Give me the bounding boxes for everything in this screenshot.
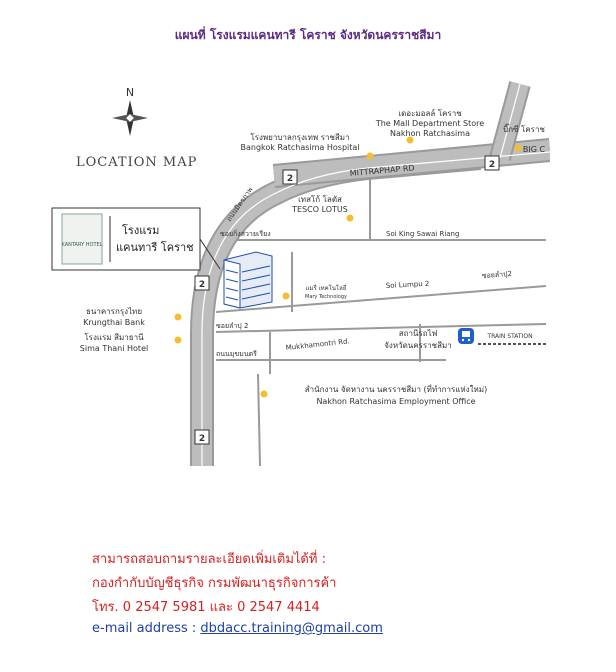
tesco-marker	[347, 215, 354, 222]
bigc-thai-label: บิ๊กซี โคราช	[503, 125, 545, 134]
road-shield-4	[195, 430, 209, 444]
svg-text:โรงแรม: โรงแรม	[122, 224, 160, 237]
soi-lumpu-thai-left-label: ซอยลำปุ 2	[216, 322, 249, 330]
thanon-mittraphap-label: ถนนมิตรภาพ	[225, 185, 255, 224]
page-title: แผนที่ โรงแรมแคนทารี โคราช จังหวัดนครราชสีมา	[174, 28, 442, 42]
bank-en-label: Krungthai Bank	[83, 318, 145, 327]
mall-en-label: The Mall Department Store	[375, 119, 485, 128]
email-label: e-mail address :	[92, 621, 197, 636]
svg-text:2: 2	[488, 160, 496, 170]
svg-text:2: 2	[286, 174, 294, 184]
road-shield-1	[283, 170, 297, 184]
mall-en2-label: Nakhon Ratchasima	[390, 129, 470, 138]
contact-phone: โทร. 0 2547 5981 และ 0 2547 4414	[92, 600, 320, 615]
tesco-en-label: TESCO LOTUS	[292, 205, 348, 214]
location-map-heading: LOCATION MAP	[76, 155, 198, 170]
mary-en-label: Mary Technology	[305, 294, 347, 300]
mittraphap-label: MITTRAPHAP RD	[349, 163, 415, 178]
mukkhamontri-label: Mukkhamontri Rd.	[285, 337, 351, 352]
sima-marker	[175, 337, 182, 344]
sima-en-label: Sima Thani Hotel	[79, 344, 149, 353]
station-thai2-label: จังหวัดนครราชสีมา	[384, 341, 452, 350]
bank-thai-label: ธนาคารกรุงไทย	[85, 307, 143, 316]
mary-marker	[283, 293, 290, 300]
employment-marker	[261, 391, 268, 398]
bigc-en-label: BIG C	[522, 145, 546, 154]
road-shield-2	[485, 156, 499, 170]
station-thai-label: สถานีรถไฟ	[398, 329, 438, 338]
tesco-thai-label: เทสโก้ โลตัส	[298, 195, 342, 204]
svg-text:แคนทารี โคราช: แคนทารี โคราช	[116, 241, 194, 254]
soi-lumpu-label: Soi Lumpu 2	[385, 279, 430, 290]
contact-email-line	[92, 621, 383, 636]
road-shield-3	[195, 276, 209, 290]
hotel-building-icon	[224, 252, 272, 308]
mall-thai-label: เดอะมอลล์ โคราช	[398, 109, 462, 118]
compass-icon	[112, 86, 148, 136]
station-en-label: TRAIN STATION	[487, 333, 533, 340]
bigc-marker	[515, 145, 522, 152]
bank-marker	[175, 314, 182, 321]
svg-text:N: N	[125, 86, 135, 99]
employment-thai-label: สำนักงาน จัดหางาน นครราชสีมา (ที่ทำการแห่งใหม่)	[304, 385, 488, 394]
employment-en-label: Nakhon Ratchasima Employment Office	[316, 397, 476, 406]
soi-lumpu-thai-right-label: ซอยลำปุ2	[481, 269, 513, 280]
sima-thai-label: โรงแรม สีมาธานี	[84, 333, 144, 342]
mary-thai-label: แมรี่ เทคโนโลยี่	[305, 285, 347, 292]
hospital-thai-label: โรงพยาบาลกรุงเทพ ราชสีมา	[250, 133, 350, 142]
hotel-label-box	[52, 208, 220, 270]
svg-text:2: 2	[198, 280, 206, 290]
contact-department: กองกำกับบัญชีธุรกิจ กรมพัฒนาธุรกิจการค้า	[92, 576, 337, 591]
soi-king-sawai-riang-label: Soi King Sawai Riang	[386, 230, 460, 238]
hospital-marker	[367, 153, 374, 160]
contact-intro: สามารถสอบถามรายละเอียดเพิ่มเติมได้ที่ :	[92, 552, 326, 567]
location-map	[50, 74, 550, 466]
soi-king-sawai-riang-thai-label: ซอยกิ่งสวายเรียง	[220, 230, 271, 238]
email-link[interactable]: dbdacc.training@gmail.com	[200, 621, 383, 636]
svg-text:KANTARY HOTEL: KANTARY HOTEL	[61, 242, 103, 248]
train-station-icon	[458, 328, 474, 344]
hospital-en-label: Bangkok Ratchasima Hospital	[240, 143, 360, 152]
svg-text:2: 2	[198, 434, 206, 444]
thanon-mukkhamontri-label: ถนนมุขมนตรี	[216, 350, 257, 358]
